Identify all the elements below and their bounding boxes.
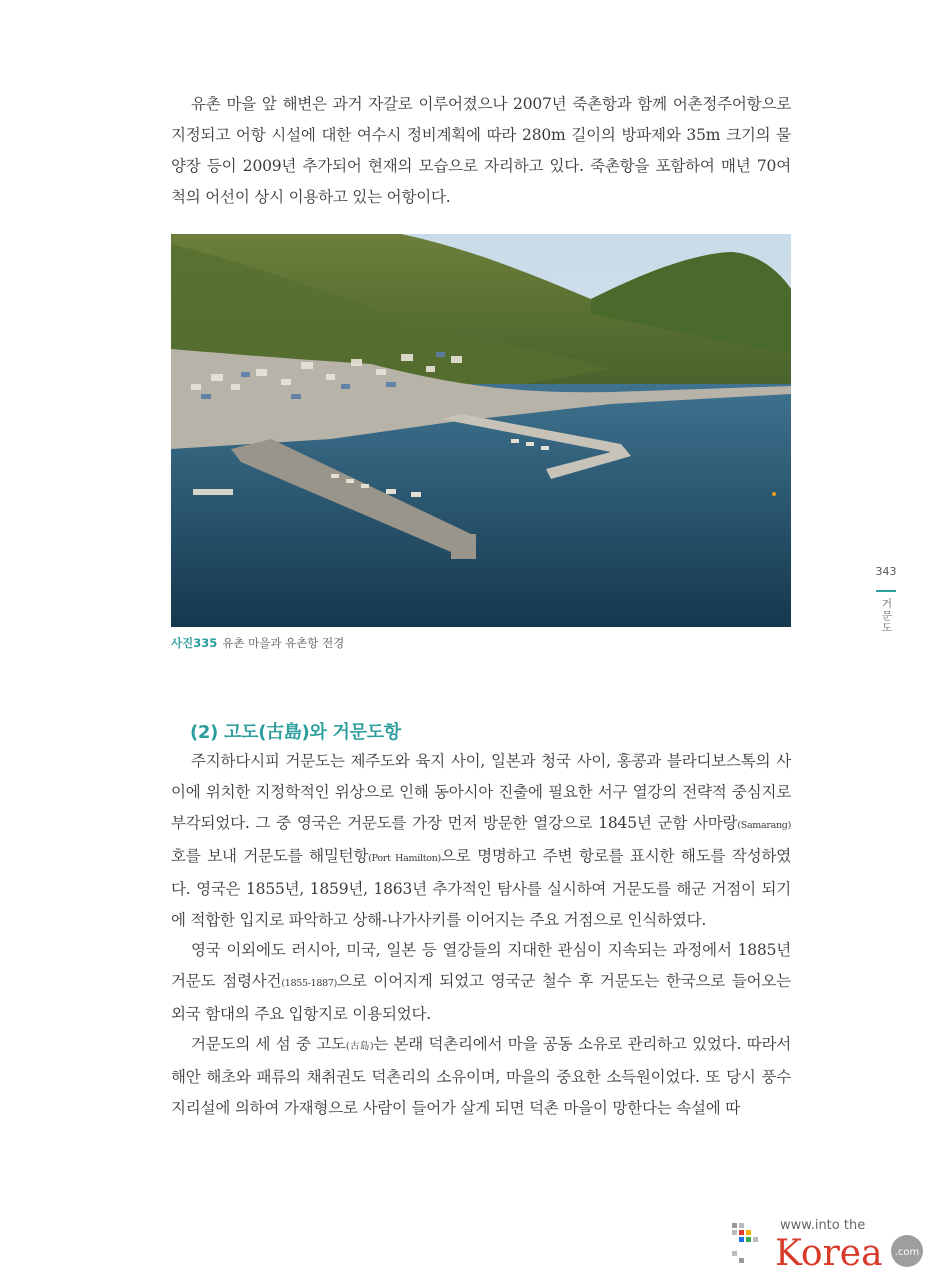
- harbor-photo: [171, 234, 791, 627]
- page-rule: [876, 590, 896, 592]
- intro-paragraph: 유촌 마을 앞 해변은 과거 자갈로 이루어졌으나 2007년 죽촌항과 함께 어촌정주어항으로 지정되고 어항 시설에 대한 여수시 정비계획에 따라 280m 길이의 방파제와 35m 크기의 물양장 등이 2009년 추가되어 현재의 모습으로 자리하고 있다. 죽촌항을 포함하여 매년 70여 척의 어선이 상시 이용하고 있는 어항이다.: [171, 95, 791, 206]
- annotation-port-hamilton: (Port Hamilton): [368, 853, 441, 864]
- section-heading: (2) 고도(古島)와 거문도항: [190, 722, 401, 743]
- body-paragraph-1: 주지하다시피 거문도는 제주도와 육지 사이, 일본과 청국 사이, 홍콩과 블라디보스톡의 사이에 위치한 지정학적인 위상으로 인해 동아시아 진출에 필요한 서구 열강의 전략적 중심지로 부각되었다. 그 중 영국은 거문도를 가장 먼저 방문한 열강으로 1845년 군함 사마랑(Samarang)호를 보내 거문도를 해밀턴항(Port Hamilton)으로 명명하고 주변 항로를 표시한 해도를 작성하였다. 영국은 1855년, 1859년, 1863년 추가적인 탐사를 실시하여 거문도를 해군 거점이 되기에 적합한 입지로 파악하고 상해-나가사키를 이어지는 주요 거점으로 인식하였다.: [171, 752, 791, 929]
- annotation-hanja: (古島): [345, 1041, 374, 1052]
- caption-number: 사진335: [171, 636, 218, 650]
- watermark-brand: Korea: [775, 1233, 883, 1273]
- annotation-samarang: (Samarang): [737, 820, 791, 831]
- page-number: 343: [875, 565, 897, 578]
- pixel-grid-icon: [732, 1223, 758, 1263]
- body-paragraph-2: 영국 이외에도 러시아, 미국, 일본 등 열강들의 지대한 관심이 지속되는 과정에서 1885년 거문도 점령사건(1855-1887)으로 이어지게 되었고 영국군 철수 후 거문도는 한국으로 들어오는 외국 함대의 주요 입항지로 이용되었다.: [171, 941, 791, 1023]
- caption-text: 유촌 마을과 유촌항 전경: [222, 636, 345, 650]
- annotation-years: (1855-1887): [281, 978, 337, 989]
- body-paragraph-3: 거문도의 세 섬 중 고도(古島)는 본래 덕촌리에서 마을 공동 소유로 관리하고 있었다. 따라서 해안 해초와 패류의 채취권도 덕촌리의 소유이며, 마을의 중요한 소득원이었다. 또 당시 풍수지리설에 의하여 가재형으로 사람이 들어가 살게 되면 덕촌 마을이 망한다는 속설에 따: [171, 1035, 791, 1117]
- site-watermark-logo: [730, 1213, 926, 1273]
- watermark-prefix: www.into the: [780, 1218, 866, 1233]
- photo-caption: [171, 635, 344, 651]
- watermark-suffix: .com: [894, 1247, 920, 1258]
- chapter-label: 거문도: [881, 598, 893, 634]
